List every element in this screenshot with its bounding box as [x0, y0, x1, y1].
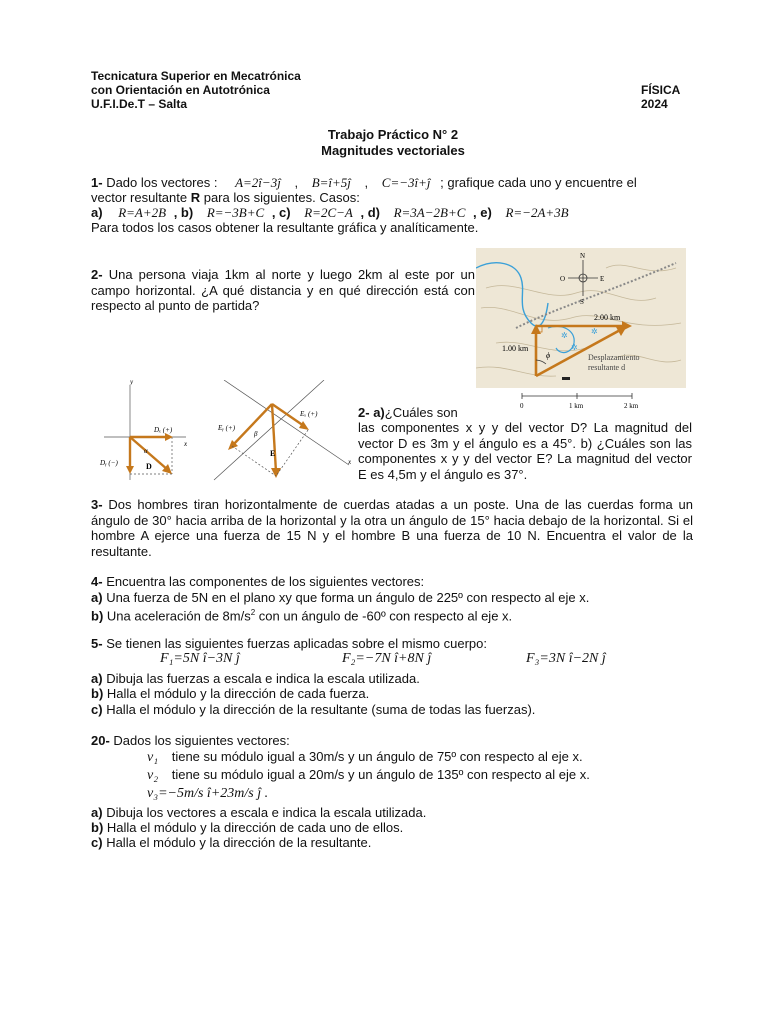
- q1-cases: a) R=A+2B , b) R=−3B+C , c) R=2C−A , d) R=3A−2B+C , e) R=−2A+3B: [91, 205, 569, 220]
- document-title: Trabajo Práctico N° 2: [327, 127, 459, 142]
- vector-a: A=2î−3ĵ: [235, 175, 281, 190]
- q1-line-1: 1- Dado los vectores : A=2î−3ĵ , B=î+5ĵ , C=−3î+ĵ ; grafique cada uno y encuentre el: [91, 175, 637, 190]
- vector-d-figure: [98, 378, 190, 482]
- label-y: y: [130, 378, 134, 386]
- map-background: [476, 248, 686, 388]
- q4-intro: 4- Encuentra las componentes de los siguientes vectores:: [91, 574, 425, 589]
- institution-line-2: con Orientación en Autotrónica: [91, 83, 270, 97]
- plant-icon: ✲: [561, 331, 568, 340]
- q4-a: a) Una fuerza de 5N en el plano xy que forma un ángulo de 225º con respecto al eje x.: [91, 590, 590, 605]
- q20-v1: v₁ tiene su módulo igual a 30m/s y un ángulo de 75º con respecto al eje x.: [147, 749, 583, 765]
- q20-a: a) Dibuja los vectores a escala e indica la escala utilizada.: [91, 805, 427, 820]
- scale-0: 0: [520, 402, 524, 410]
- vector-e-figure: [204, 380, 354, 484]
- label-ex: Eₓ (+): [300, 410, 318, 418]
- q5-intro: 5- Se tienen las siguientes fuerzas aplicadas sobre el mismo cuerpo:: [91, 636, 488, 651]
- label-resultante: resultante d: [588, 363, 626, 372]
- institution-line-1: Tecnicatura Superior en Mecatrónica: [91, 69, 301, 83]
- q4-b: b) Una aceleración de $8m/s^2$ con un ángulo de -60º con respecto al eje x.: [91, 608, 513, 624]
- q20-c: c) Halla el módulo y la dirección de la resultante.: [91, 835, 372, 850]
- label-e: E: [270, 449, 276, 458]
- document-subtitle: Magnitudes vectoriales: [321, 143, 465, 158]
- label-beta: β: [254, 430, 258, 438]
- label-x: x: [348, 458, 352, 466]
- person-marker: [562, 377, 570, 380]
- q2b-line-1: 2- a)¿Cuáles son: [358, 405, 458, 420]
- vector-c: C=−3î+ĵ: [381, 175, 431, 190]
- compass-east: E: [600, 275, 605, 283]
- label-2km: 2.00 km: [594, 313, 621, 322]
- rotated-axis-2: [224, 380, 349, 465]
- q20-intro: 20- Dados los siguientes vectores:: [91, 733, 290, 748]
- compass-south: S: [580, 298, 584, 306]
- label-desplazamiento: Desplazamiento: [588, 353, 640, 362]
- year-label: 2024: [641, 97, 668, 111]
- compass-west: O: [560, 275, 566, 283]
- q1-line-2: vector resultante R para los siguientes. Casos:: [91, 190, 360, 205]
- label-d: D: [146, 462, 152, 471]
- label-dy: Dᵧ (−): [100, 459, 118, 467]
- label-phi: ϕ: [546, 351, 551, 360]
- q5-a: a) Dibuja las fuerzas a escala e indica la escala utilizada.: [91, 671, 420, 686]
- force-f2: F₂=−7N î+8N ĵ: [342, 651, 432, 666]
- label-x: x: [184, 440, 188, 448]
- label-ey: Eᵧ (+): [218, 424, 236, 432]
- q1-footer: Para todos los casos obtener la resultante gráfica y analíticamente.: [91, 220, 479, 235]
- q2-text: 2- Una persona viaja 1km al norte y luego 2km al este por un campo horizontal. ¿A qué distancia y en qué dirección está con respecto al punto de partida?: [91, 267, 475, 313]
- plant-icon: ✲: [591, 327, 598, 336]
- label-alpha: α: [144, 447, 148, 455]
- compass-north: N: [580, 252, 586, 260]
- label-1km: 1.00 km: [502, 344, 529, 353]
- q5-c: c) Halla el módulo y la dirección de la resultante (suma de todas las fuerzas).: [91, 702, 536, 717]
- q20-v2: v₂ tiene su módulo igual a 20m/s y un ángulo de 135º con respecto al eje x.: [147, 767, 590, 783]
- institution-line-3: U.F.I.De.T – Salta: [91, 97, 188, 111]
- force-f3: F₃=3N î−2N ĵ: [526, 651, 606, 666]
- subject-label: FÍSICA: [641, 83, 681, 97]
- scale-1km: 1 km: [569, 402, 584, 410]
- q20-b: b) Halla el módulo y la dirección de cada uno de ellos.: [91, 820, 404, 835]
- label-dx: Dₓ (+): [154, 426, 173, 434]
- ey-vector: [232, 404, 272, 446]
- q5-b: b) Halla el módulo y la dirección de cada fuerza.: [91, 686, 370, 701]
- scale-bar: [522, 393, 632, 399]
- q2b-text: las componentes x y y del vector D? La magnitud del vector D es 3m y el ángulo es a 45°. b) ¿Cuáles son las componentes x y y del vector E? La magnitud del vector E es 4,5m y el ángulo es 37°.: [358, 420, 692, 482]
- displacement-map-figure: [476, 248, 686, 410]
- scale-2km: 2 km: [624, 402, 639, 410]
- force-f1: F₁=5N î−3N ĵ: [160, 651, 240, 666]
- q3-text: 3- Dos hombres tiran horizontalmente de cuerdas atadas a un poste. Una de las cuerdas forma un ángulo de 30° hacia arriba de la horizontal y la otra un ángulo de 15° hacia debajo de la horizontal. Si el hombre A ejerce una fuerza de 15 N y el hombre B una fuerza de 10 N. Encuentra el valor de la resultante.: [91, 497, 693, 559]
- vector-b: B=î+5ĵ: [311, 175, 351, 190]
- plant-icon: ✲: [571, 343, 578, 352]
- q20-v3: v₃=−5m/s î+23m/s ĵ .: [147, 786, 269, 801]
